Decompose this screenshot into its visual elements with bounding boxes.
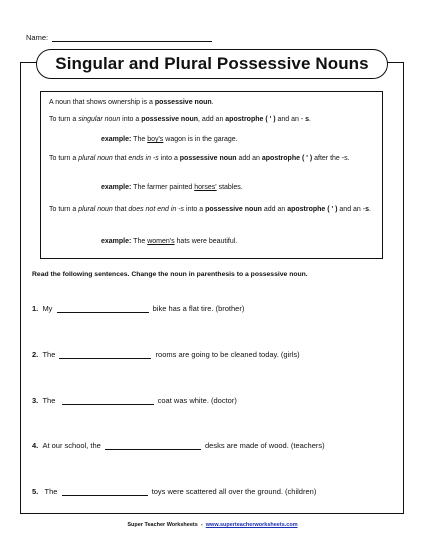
rule-intro: A noun that shows ownership is a possessive noun. [49,99,214,106]
answer-blank-2[interactable] [59,350,151,359]
question-2: 2. The rooms are going to be cleaned today. (girls) [32,350,300,359]
question-4: 4. At our school, the desks are made of wood. (teachers) [32,441,325,450]
name-field[interactable] [52,33,212,42]
rule-plural-not-s: To turn a plural noun that does not end in -s into a possessive noun add an apostrophe ( ' ) and an -s. [49,206,371,213]
name-row [26,33,212,42]
footer-brand: Super Teacher Worksheets [127,522,198,528]
rules-box [40,91,383,259]
rule-singular: To turn a singular noun into a possessive noun, add an apostrophe ( ' ) and an - s. [49,116,311,123]
question-3: 3. The coat was white. (doctor) [32,396,237,405]
answer-blank-3[interactable] [62,396,154,405]
question-1: 1. My bike has a flat tire. (brother) [32,304,245,313]
page-title: Singular and Plural Possessive Nouns [36,49,388,79]
answer-blank-5[interactable] [62,487,148,496]
footer [0,522,425,528]
answer-blank-1[interactable] [57,304,149,313]
footer-separator: - [200,522,203,528]
instructions: Read the following sentences. Change the noun in parenthesis to a possessive noun. [32,271,308,278]
example-3: example: The women's hats were beautiful. [101,238,238,245]
example-1: example: The boy's wagon is in the garage. [101,136,238,143]
rule-plural-s: To turn a plural noun that ends in -s into a possessive noun add an apostrophe ( ' ) after the -s. [49,155,350,162]
example-2: example: The farmer painted horses' stables. [101,184,243,191]
question-5: 5. The toys were scattered all over the ground. (children) [32,487,317,496]
answer-blank-4[interactable] [105,441,201,450]
footer-link[interactable]: www.superteacherworksheets.com [205,522,298,528]
name-label: Name: [26,33,49,42]
